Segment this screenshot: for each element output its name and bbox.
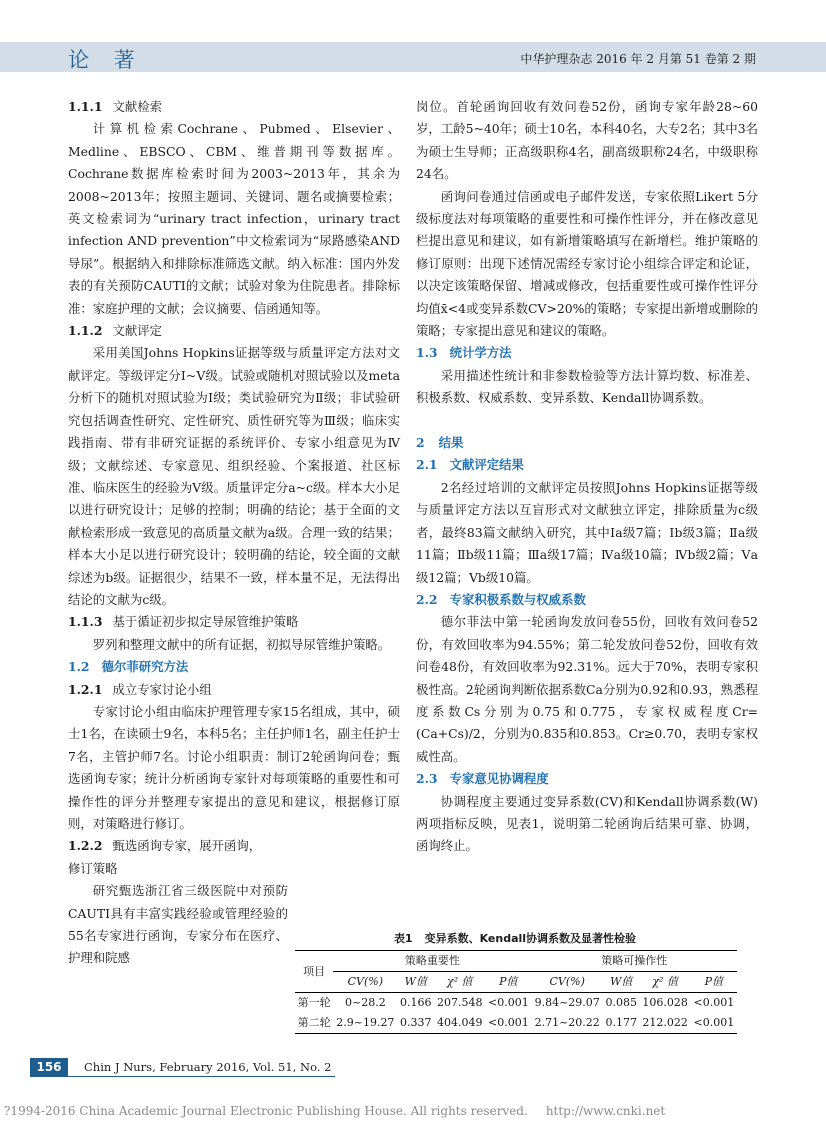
heading-1-2-2: 1.2.2 甄选函询专家，展开函询， 修订策略 [68, 838, 262, 876]
paragraph-statistics: 采用描述性统计和非参数检验等方法计算均数、标准差、积极系数、权威系数、变异系数、Kendall协调系数。 [416, 367, 758, 406]
heading-1-1-2: 1.1.2 文献评定 [68, 323, 163, 339]
paragraph-questionnaire: 函询问卷通过信函或电子邮件发送，专家依照Likert 5分级标度法对每项策略的重要性和可操作性评分，并在修改意见栏提出意见和建议，如有新增策略填写在新增栏。维护策略的修订原则：出现下述情况需经专家讨论小组综合评定和论证，以决定该策略保留、增减或修改，包括重要性或可操作性评分均值x̄<4或变异系数CV>20%的策略；专家提出新增或删除的策略；专家提出意见和建议的策略。 [416, 188, 758, 339]
heading-1-3: 1.3 统计学方法 [416, 345, 512, 361]
table-row: 第二轮 2.9~19.27 0.337 404.049 <0.001 2.71~20.22 0.177 212.022 <0.001 [295, 1013, 737, 1034]
right-column [416, 96, 758, 858]
paragraph-draft-strategy: 罗列和整理文献中的所有证据，初拟导尿管维护策略。 [92, 636, 391, 652]
copyright-notice: ?1994-2016 China Academic Journal Electronic Publishing House. All rights reserved. http://www.cnki.net [4, 1104, 666, 1118]
table-row: 第一轮 0~28.2 0.166 207.548 <0.001 9.84~29.07 0.085 106.028 <0.001 [297, 996, 735, 1009]
heading-1-1-1: 1.1.1 文献检索 [68, 99, 163, 114]
heading-1-1-3: 1.1.3 基于循证初步拟定导尿管维护策略 [68, 614, 299, 630]
table-subheader: χ² 值 [640, 972, 691, 993]
paragraph-coordination: 协调程度主要通过变异系数(CV)和Kendall协调系数(W)两项指标反映，见表1，说明第二轮函询后结果可靠、协调，函询终止。 [416, 793, 758, 854]
heading-1-2-1: 1.2.1 成立专家讨论小组 [68, 681, 212, 697]
heading-2-3: 2.3 专家意见协调程度 [416, 771, 549, 787]
journal-info: 中华护理杂志 2016 年 2 月第 51 卷第 2 期 [520, 52, 756, 66]
footer-divider [30, 1076, 335, 1077]
heading-2: 2 结果 [416, 435, 464, 451]
left-column [68, 96, 400, 970]
paragraph-expert-profile: 岗位。首轮函询回收有效问卷52份，函询专家年龄28~60岁，工龄5~40年；硕士10名，本科40名，大专2名；其中3名为硕士生导师；正高级职称4名，副高级职称24名，中级职称24名。 [416, 99, 758, 182]
table-subheader: P值 [691, 972, 737, 993]
table-header-item: 项目 [295, 951, 333, 993]
table-subheader: CV(%) [531, 972, 602, 993]
paragraph-literature-evaluation: 采用美国Johns Hopkins证据等级与质量评定方法对文献评定。等级评定分Ⅰ~Ⅴ级。试验或随机对照试验以及meta分析下的随机对照试验为Ⅰ级；类试验研究为Ⅱ级；非试验研究包括调查性研究、定性研究、质性研究等为Ⅲ级；临床实践指南、带有非研究证据的系统评价、专家小组意见为Ⅳ级；文献综述、专家意见、组织经验、个案报道、社区标准、临床医生的经验为Ⅴ级。质量评定分a~c级。样本大小足以进行研究设计；足够的控制；明确的结论；基于全面的文献检索形成一致意见的高质量文献为a级。合理一致的结果；样本大小足以进行研究设计；较明确的结论，较全面的文献综述为b级。证据很少，结果不一致，样本量不足，无法得出结论的文献为c级。 [68, 345, 400, 607]
heading-1-2: 1.2 德尔菲研究方法 [68, 659, 189, 675]
page-number: 156 [30, 1058, 68, 1076]
paragraph-expert-group: 专家讨论小组由临床护理管理专家15名组成，其中，硕士1名，在读硕士9名，本科5名；主任护师1名，副主任护士7名，主管护师7名。讨论小组职责：制订2轮函询问卷；甄选函询专家；统计分析函询专家针对每项策略的重要性和可操作性的评分并整理专家提出的意见和建议，根据修订原则，对策略进行修订。 [68, 703, 400, 831]
footer-journal: Chin J Nurs, February 2016, Vol. 51, No. 2 [84, 1060, 332, 1074]
heading-2-2: 2.2 专家积极系数与权威系数 [416, 591, 586, 607]
paragraph-literature-search: 计算机检索Cochrane、Pubmed、Elsevier、Medline、EBSCO、CBM、维普期刊等数据库。Cochrane数据库检索时间为2003~2013年，其余为2008~2013年；按照主题词、关键词、题名或摘要检索；英文检索词为“urinary tract infection，urinary tract infection AND prevention”中文检索词为“尿路感染AND导尿”。根据纳入和排除标准筛选文献。纳入标准：国内外发表的有关预防CAUTI的文献；试验对象为住院患者。排除标准：家庭护理的文献；会议摘要、信函通知等。 [68, 121, 400, 316]
heading-2-1: 2.1 文献评定结果 [416, 457, 524, 473]
table-subheader: CV(%) [333, 972, 397, 993]
table-caption: 表1 变异系数、Kendall协调系数及显著性检验 [393, 932, 637, 945]
table-subheader: W值 [603, 972, 640, 993]
table-subheader: P值 [485, 972, 531, 993]
table-subheader: χ² 值 [434, 972, 485, 993]
cnki-link[interactable]: http://www.cnki.net [545, 1104, 666, 1118]
table-1 [295, 950, 737, 1034]
paragraph-evaluation-result: 2名经过培训的文献评定员按照Johns Hopkins证据等级与质量评定方法以互盲形式对文献独立评定，排除质量为c级者，最终83篇文献纳入研究，其中Ⅰa级7篇；Ⅰb级3篇；Ⅱa级11篇；Ⅱb级11篇；Ⅲa级17篇；Ⅳa级10篇；Ⅳb级2篇；Ⅴa级12篇；Ⅴb级10篇。 [416, 479, 758, 585]
section-title: 论 著 [68, 48, 144, 72]
table-subheader: W值 [397, 972, 434, 993]
paragraph-coefficients: 德尔菲法中第一轮函询发放问卷55份，回收有效问卷52份，有效回收率为94.55%；第二轮发放问卷52份，回收有效问卷48份，有效回收率为92.31%。远大于70%，表明专家积极性高。2轮函询判断依据系数Ca分别为0.92和0.93，熟悉程度系数Cs分别为0.75和0.775，专家权威程度Cr=(Ca+Cs)/2，分别为0.835和0.853。Cr≥0.70，表明专家权威性高。 [416, 614, 758, 764]
paragraph-select-experts: 研究甄选浙江省三级医院中对预防CAUTI具有丰富实践经验或管理经验的55名专家进行函询，专家分布在医疗、护理和院感 [68, 883, 288, 966]
table-header-importance: 策略重要性 [333, 951, 531, 972]
table-header-operability: 策略可操作性 [531, 951, 737, 972]
